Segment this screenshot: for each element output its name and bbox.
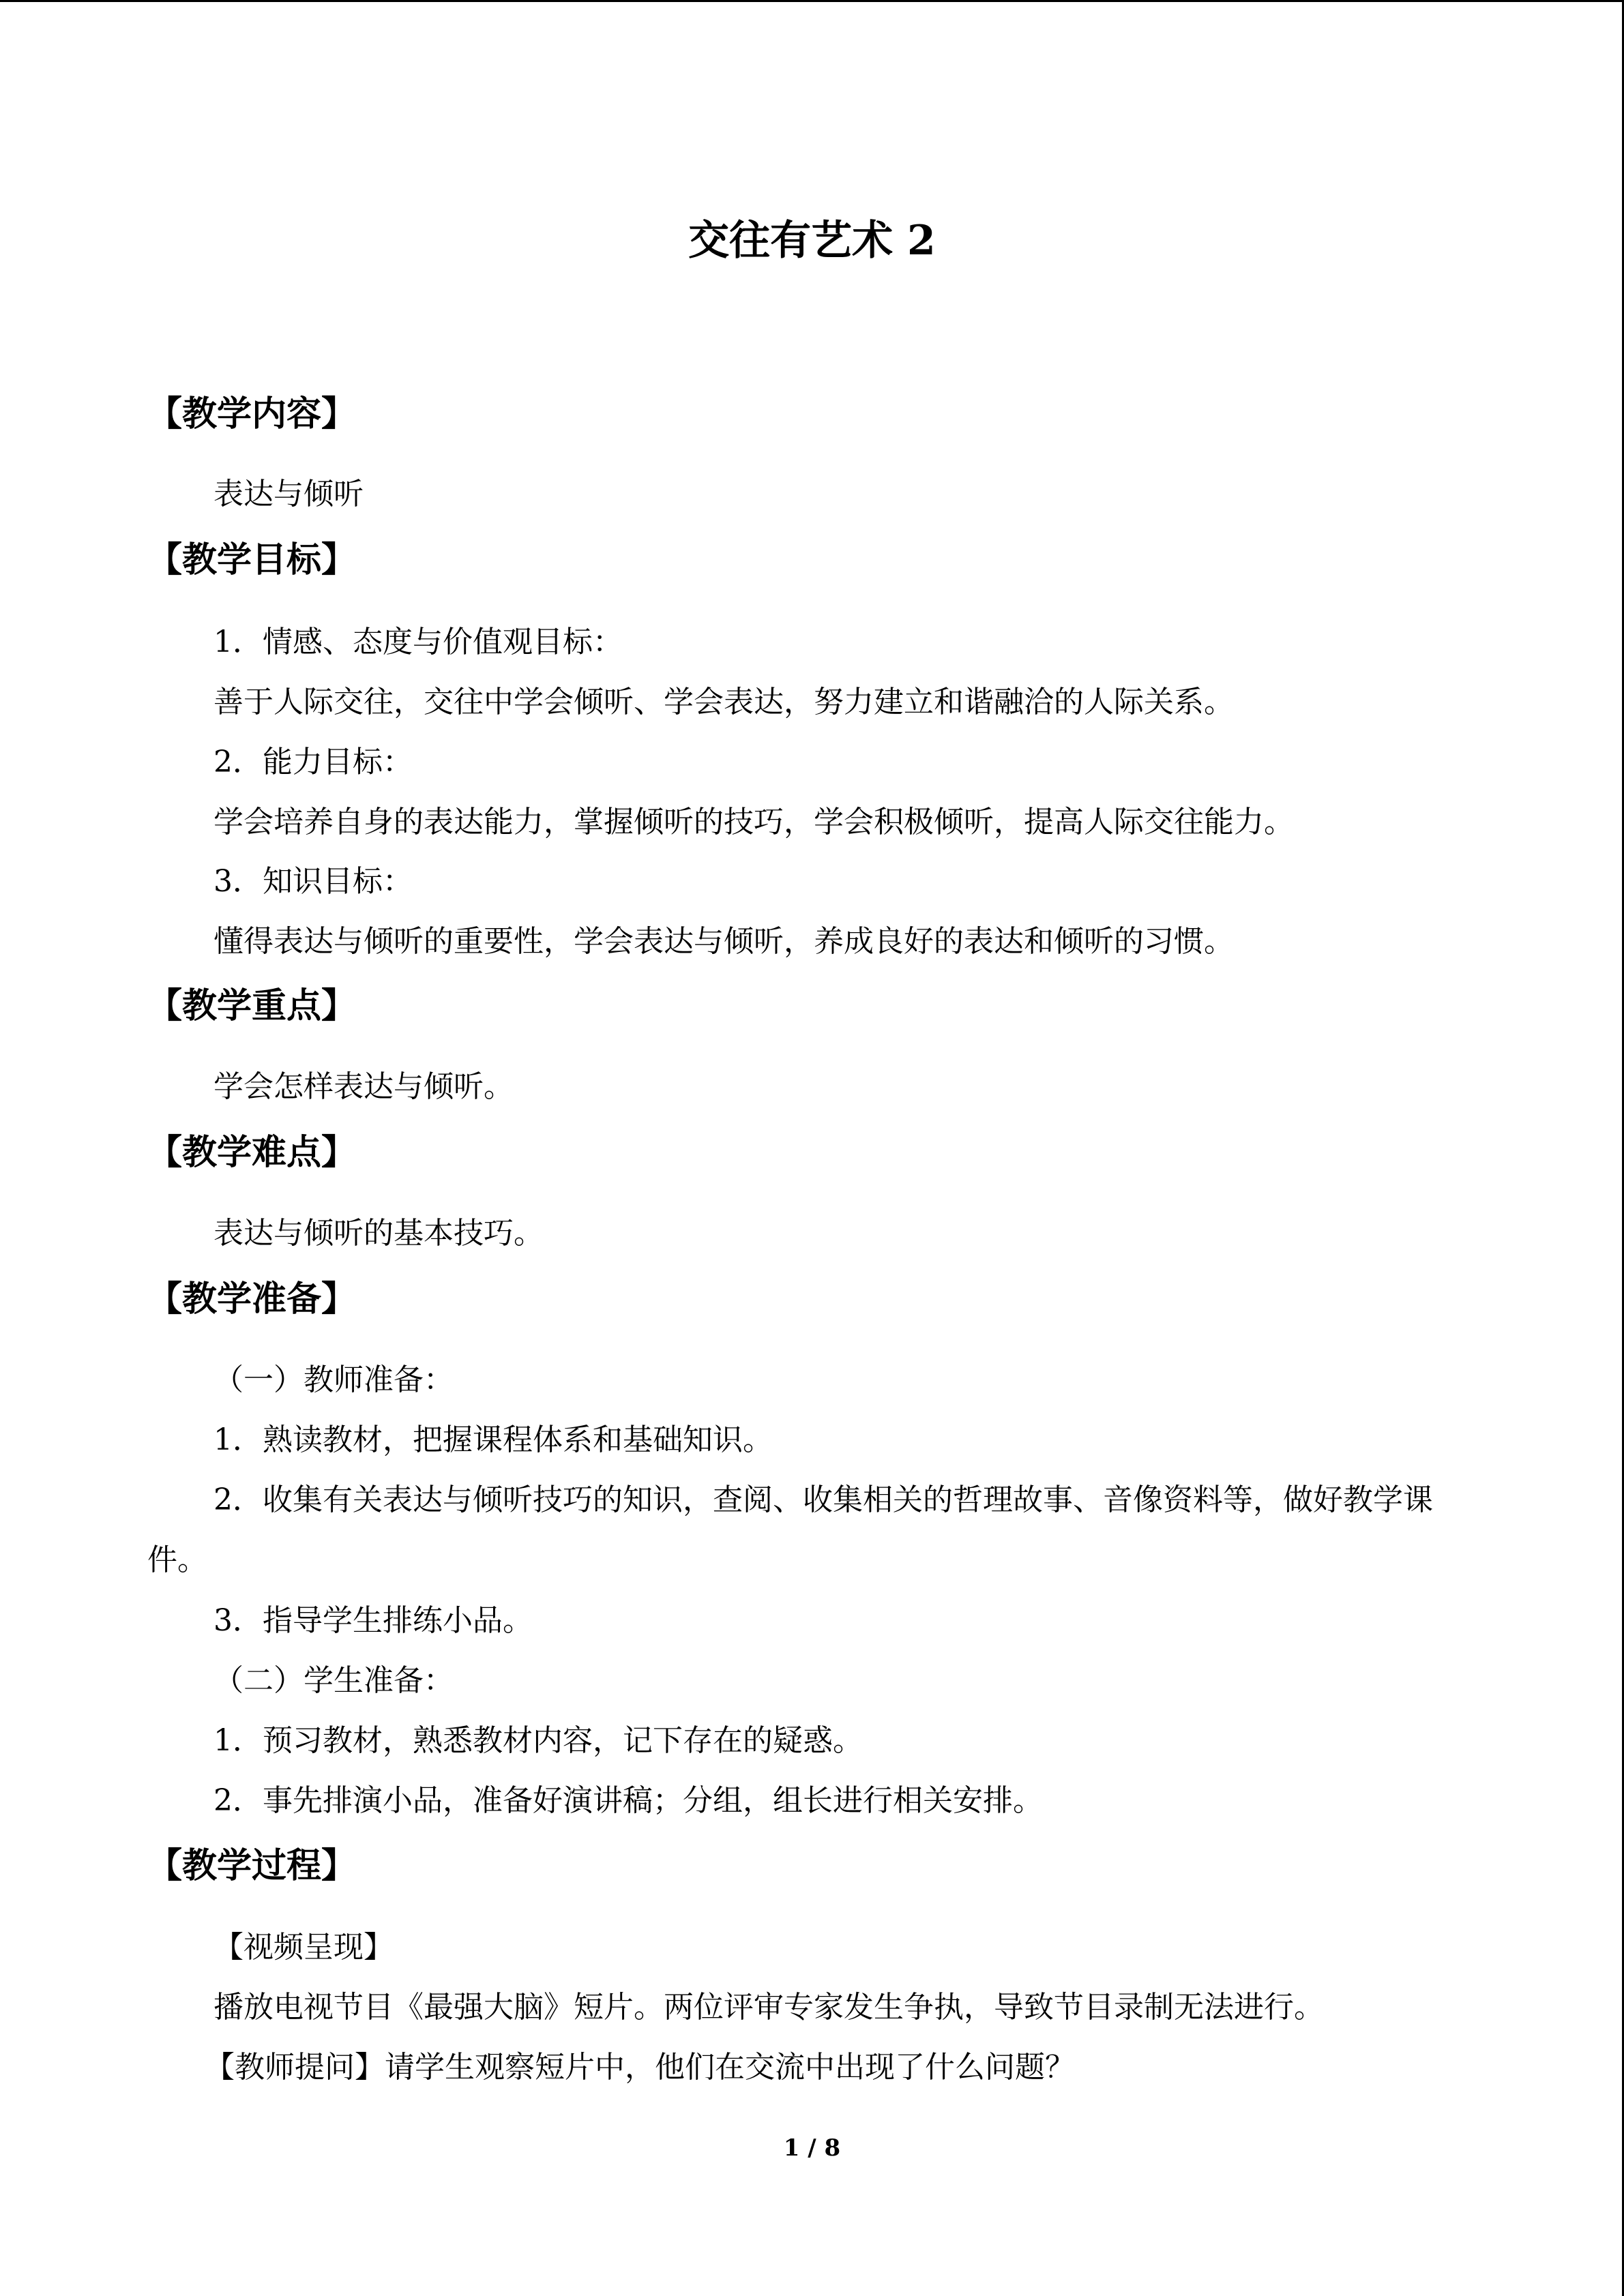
document-title: 交往有艺术 2 [688, 217, 936, 265]
process-item: 播放电视节目《最强大脑》短片。两位评审专家发生争执，导致节目录制无法进行。 [213, 1990, 1324, 2025]
goal-item: 善于人际交往，交往中学会倾听、学会表达，努力建立和谐融洽的人际关系。 [213, 685, 1234, 719]
section-heading-process: 【教学过程】 [147, 1845, 357, 1886]
process-item: 【视频呈现】 [213, 1930, 394, 1965]
section-heading-key-points: 【教学重点】 [147, 985, 357, 1026]
page-number: 1 / 8 [783, 2134, 841, 2162]
goal-item: 1．情感、态度与价值观目标： [213, 625, 623, 659]
preparation-item: 2．收集有关表达与倾听技巧的知识，查阅、收集相关的哲理故事、音像资料等，做好教学课件。 [147, 1482, 1433, 1577]
difficulties-text: 表达与倾听的基本技巧。 [213, 1216, 544, 1251]
goal-item: 3．知识目标： [213, 864, 413, 899]
goal-item: 2．能力目标： [213, 745, 413, 779]
preparation-item: （二）学生准备： [213, 1663, 454, 1698]
preparation-item: （一）教师准备： [213, 1362, 454, 1397]
process-item: 【教师提问】请学生观察短片中，他们在交流中出现了什么问题？ [205, 2050, 1075, 2085]
section-heading-preparation: 【教学准备】 [147, 1279, 357, 1320]
key-points-text: 学会怎样表达与倾听。 [213, 1069, 514, 1104]
preparation-item: 1．预习教材，熟悉教材内容，记下存在的疑惑。 [213, 1723, 863, 1758]
goal-item: 懂得表达与倾听的重要性，学会表达与倾听，养成良好的表达和倾听的习惯。 [213, 924, 1234, 959]
section-heading-goals: 【教学目标】 [147, 539, 357, 580]
preparation-item: 1．熟读教材，把握课程体系和基础知识。 [213, 1422, 773, 1457]
content-text: 表达与倾听 [213, 477, 364, 511]
section-heading-content: 【教学内容】 [147, 393, 357, 434]
preparation-item: 2．事先排演小品，准备好演讲稿；分组，组长进行相关安排。 [213, 1783, 1043, 1818]
section-heading-difficulties: 【教学难点】 [147, 1132, 357, 1173]
preparation-item: 3．指导学生排练小品。 [213, 1603, 533, 1638]
page-border-top [0, 0, 1624, 2]
goal-item: 学会培养自身的表达能力，掌握倾听的技巧，学会积极倾听，提高人际交往能力。 [213, 805, 1294, 839]
